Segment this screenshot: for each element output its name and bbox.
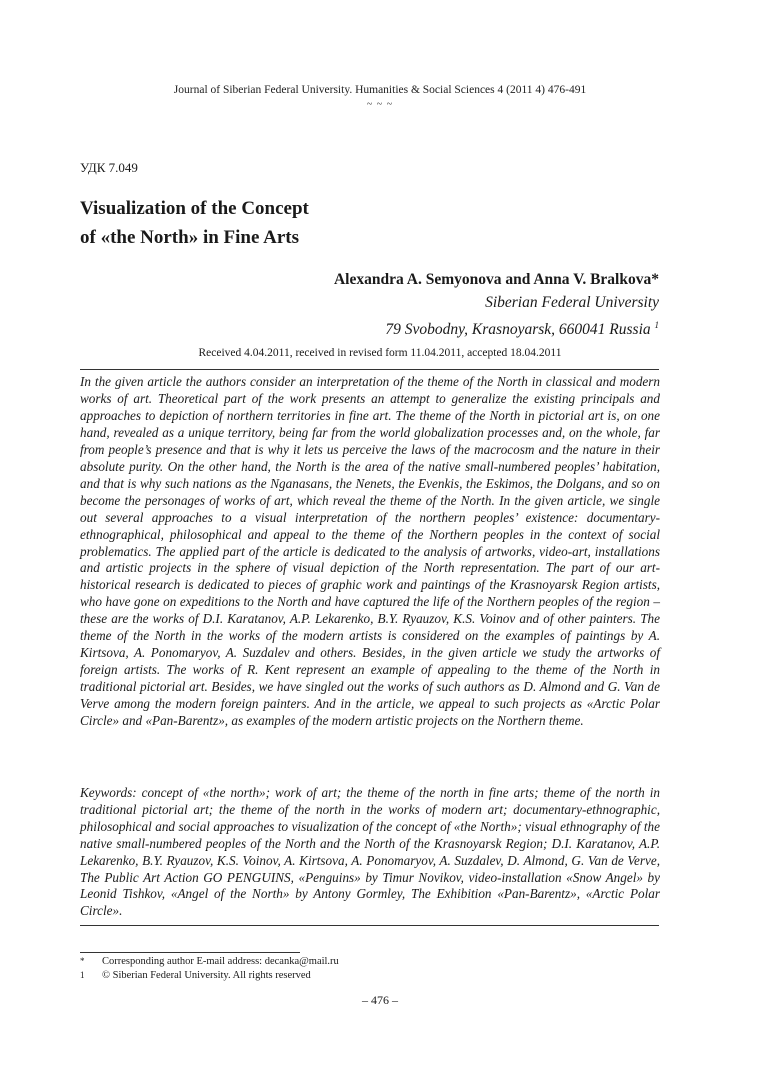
article-title [80,194,480,252]
header-ornament: ~ ~ ~ [366,99,394,110]
received-dates: Received 4.04.2011, received in revised form 11.04.2011, accepted 18.04.2011 [198,347,562,359]
affiliation: Siberian Federal University [485,294,659,311]
journal-header: Journal of Siberian Federal University. Humanities & Social Sciences 4 (2011 4) 476-491 [173,84,587,96]
keywords: Keywords: concept of «the north»; work of art; the theme of the north in fine arts; theme of the north in traditional pictorial art; the theme of the north in the works of modern art; documentary-ethnographic, philosophical and social approaches to visualization of the concept of «the North»; visual ethnography of the native small-numbered peoples of the North and the North of the Krasnoyarsk Region; D.I. Karatanov, A.P. Lekarenko, B.Y. Ryauzov, K.S. Voinov, A. Kirtsova, A. Ponomaryov, A. Suzdalev, D. Almond, G. Van de Verve, The Public Art Action GO PENGUINS, «Penguins» by Timur Novikov, video-installation «Snow Angel» by Leonid Tishkov, «Angel of the North» by Antony Gormley, The Exhibition «Pan-Barentz», «Arctic Polar Circle». [80,785,660,919]
abstract-top-rule [80,369,659,370]
abstract: In the given article the authors consider an interpretation of the theme of the North in classical and modern works of art. Theoretical part of the work presents an attempt to generalize the existing principals and approaches to depiction of northern territories in fine art. The theme of the North in pictorial art is, on one hand, revealed as a unique territory, being far from the world globalization processes and, on the whole, far from people’s presence and that is why it lets us perceive the laws of the macrocosm and the nature in their absolute purity. On the other hand, the North is the area of the native small-numbered peoples’ habitation, and that is why such nations as the Nganasans, the Nenets, the Evenkis, the Eskimos, the Dolgans, and so on become the personages of works of art, which reveal the theme of the North. In the given article, we single out several approaches to a visual interpretation of the northern peoples’ existence: documentary-ethnographical, philosophical and appeal to the theme of the Northern peoples in the context of social problematics. The applied part of the article is dedicated to the analysis of artworks, video-art, installations and artistic projects in the sphere of visual depiction of the North representation. The part of our art-historical research is dedicated to pieces of graphic work and paintings of the Krasnoyarsk Region artists, who have gone on expeditions to the North and have captured the life of the Northern peoples of the region – these are the works of D.I. Karatanov, A.P. Lekarenko, B.Y. Ryauzov, K.S. Voinov and of other painters. The theme of the North in the works of the modern artists is considered on the examples of paintings by A. Kirtsova, A. Ponomaryov, A. Suzdalev and others. Besides, in the given article we study the artworks of foreign artists. The works of R. Kent represent an example of appealing to the theme of the North in traditional pictorial art. Besides, we have singled out the works of such authors as D. Almond and G. Van de Verve among the modern foreign painters. And in the article, we appeal to such projects as «Arctic Polar Circle» and «Pan-Barentz», as examples of the modern artistic projects on the Northern theme. [80,374,660,729]
page-number: – 476 – [362,993,398,1007]
title-line-2: of «the North» in Fine Arts [80,227,300,248]
address-footnote-mark: 1 [654,320,659,330]
footnote-mark: * [80,956,85,966]
keywords-bottom-rule [80,925,659,926]
udk-code: УДК 7.049 [80,160,138,175]
author-block [334,268,659,341]
footnote-rule [80,952,300,953]
title-line-1: Visualization of the Concept [80,198,309,219]
footnote-text: © Siberian Federal University. All rights reserved [102,970,311,981]
footnote-corresponding [80,955,660,968]
address-text: 79 Svobodny, Krasnoyarsk, 660041 Russia [385,321,651,339]
footnote-text: Corresponding author E-mail address: decanka@mail.ru [102,956,339,967]
footnote-copyright [80,969,660,982]
address [334,314,659,341]
footnote-mark: 1 [80,970,85,980]
author-names: Alexandra A. Semyonova and Anna V. Bralkova* [333,271,659,288]
